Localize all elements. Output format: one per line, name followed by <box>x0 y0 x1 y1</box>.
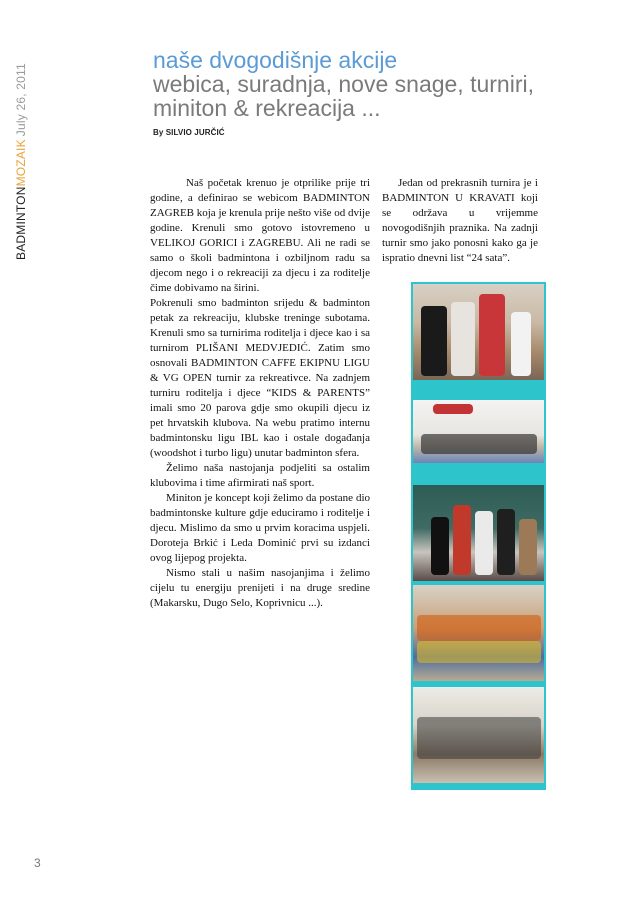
issue-date: July 26, 2011 <box>14 63 28 137</box>
paragraph: Nismo stali u našim nasojanjima i želimo cijelu tu energiju prenijeti i na druge sredine (Makarsku, Dugo Selo, Koprivnicu ...). <box>150 567 370 609</box>
photo-large-group <box>413 585 544 681</box>
paragraph: Želimo naša nastojanja podjeliti sa ostalim klubovima i time afirmirati naš sport. <box>150 462 370 489</box>
running-header <box>14 63 28 260</box>
title-line-3: miniton & rekreacija ... <box>153 95 381 121</box>
brand-mozaik: MOZAIK <box>14 139 28 187</box>
photo-team-hall <box>413 400 544 463</box>
page-number: 3 <box>34 856 41 870</box>
brand-badminton: BADMINTON <box>14 186 28 260</box>
photo-event-gathering <box>413 687 544 783</box>
left-column <box>150 176 370 611</box>
photo-collage <box>411 282 546 790</box>
paragraph: Jedan od prekrasnih turnira je i BADMINTON U KRAVATI koji se održava u vrijemme novogodišnjih praznika. Na zadnji turnir smo jako ponosni kako ga je ispratio dnevni list “24 sata”. <box>382 177 538 264</box>
paragraph: Pokrenuli smo badminton srijedu & badminton petak za rekreaciju, klubske treninge subotama. Krenuli smo sa turnirima roditelja i djece kao i sa turnirom PLIŠANI MEDVJEDIĆ. Zatim smo osnovali BADMINTON CAFFE EKIPNU LIGU & VG OPEN turnir za rekreativce. Na zadnjem turniru roditelja i djece “KIDS & PARENTS” imali smo 20 parova gdje smo okupili djecu iz pet hrvatskih klubova. Na webu pratimo internu badmintonsku ligu IBL kao i ostale događanja (woodshot i turbo ligu) unutar badminton sfera. <box>150 297 370 459</box>
title-line-2: webica, suradnja, nove snage, turniri, <box>153 71 534 97</box>
photo-group-standing <box>413 485 544 581</box>
photo-kids-medals <box>413 284 544 380</box>
paragraph: Naš početak krenuo je otprilike prije tri godine, a definirao se webicom BADMINTON ZAGREB koja je krenula prije nešto više od dvije godine. Krenuli smo gotovo istovremeno u VELIKOJ GORICI i ZAGREBU. Ali ne radi se samo o školi badmintona i ozbiljnom radu sa djecom nego i o rekreaciji za djecu i za roditelje čime dobivamo na širini. <box>150 177 370 294</box>
byline: By SILVIO JURČIĆ <box>153 128 225 137</box>
article-title <box>153 48 534 120</box>
title-line-1: naše dvogodišnje akcije <box>153 47 398 73</box>
paragraph: Miniton je koncept koji želimo da postane dio badmintonske kulture gdje educiramo i roditelje i djecu. Mislimo da smo u prvim koracima uspjeli. Doroteja Brkić i Leda Dominić prvi su izdanci ovog lijepog projekta. <box>150 492 370 564</box>
right-column <box>382 176 538 266</box>
